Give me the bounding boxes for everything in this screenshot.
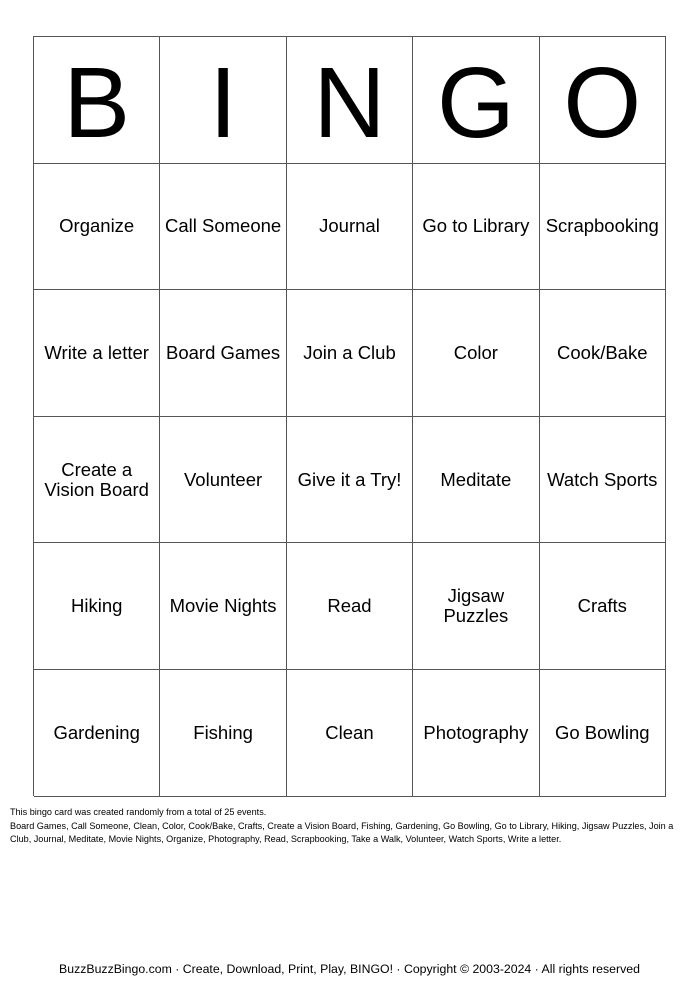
grid-row-1 <box>34 164 666 291</box>
bingo-cell: Fishing <box>160 670 286 797</box>
bingo-cell: Go Bowling <box>540 670 666 797</box>
bingo-cell: Read <box>287 543 413 670</box>
bingo-cell: Jigsaw Puzzles <box>413 543 539 670</box>
bingo-cell: Meditate <box>413 417 539 544</box>
bingo-cell: Join a Club <box>287 290 413 417</box>
header-row <box>34 37 666 164</box>
bingo-cell: Write a letter <box>34 290 160 417</box>
bingo-cell: Journal <box>287 164 413 291</box>
bingo-cell: Hiking <box>34 543 160 670</box>
note-event-list: Board Games, Call Someone, Clean, Color, Cook/Bake, Crafts, Create a Vision Board, Fishing, Gardening, Go Bowling, Go to Library, Hiking, Jigsaw Puzzles, Join a Club, Journal, Meditate, Movie Nights, Organize, Photography, Read, Scrapbooking, Take a Walk, Volunteer, Watch Sports, Write a letter. <box>10 820 674 844</box>
bingo-cell: Give it a Try! <box>287 417 413 544</box>
note-summary: This bingo card was created randomly from a total of 25 events. <box>10 807 267 817</box>
card-note <box>10 806 692 847</box>
site-footer: BuzzBuzzBingo.com · Create, Download, Print, Play, BINGO! · Copyright © 2003-2024 · All rights reserved <box>59 962 640 976</box>
bingo-cell: Scrapbooking <box>540 164 666 291</box>
header-letter-n: N <box>287 37 413 164</box>
header-letter-b: B <box>34 37 160 164</box>
grid-row-2 <box>34 290 666 417</box>
bingo-cell: Board Games <box>160 290 286 417</box>
bingo-cell: Go to Library <box>413 164 539 291</box>
bingo-cell: Clean <box>287 670 413 797</box>
header-letter-g: G <box>413 37 539 164</box>
bingo-cell: Cook/Bake <box>540 290 666 417</box>
header-letter-o: O <box>540 37 666 164</box>
bingo-card <box>33 36 666 796</box>
header-letter-i: I <box>160 37 286 164</box>
grid-row-3 <box>34 417 666 544</box>
bingo-cell: Gardening <box>34 670 160 797</box>
bingo-cell: Movie Nights <box>160 543 286 670</box>
bingo-cell: Create a Vision Board <box>34 417 160 544</box>
bingo-cell: Call Someone <box>160 164 286 291</box>
grid-row-5 <box>34 670 666 797</box>
grid-row-4 <box>34 543 666 670</box>
bingo-cell: Photography <box>413 670 539 797</box>
bingo-cell: Crafts <box>540 543 666 670</box>
bingo-cell: Color <box>413 290 539 417</box>
bingo-cell: Watch Sports <box>540 417 666 544</box>
bingo-cell: Organize <box>34 164 160 291</box>
bingo-cell: Volunteer <box>160 417 286 544</box>
